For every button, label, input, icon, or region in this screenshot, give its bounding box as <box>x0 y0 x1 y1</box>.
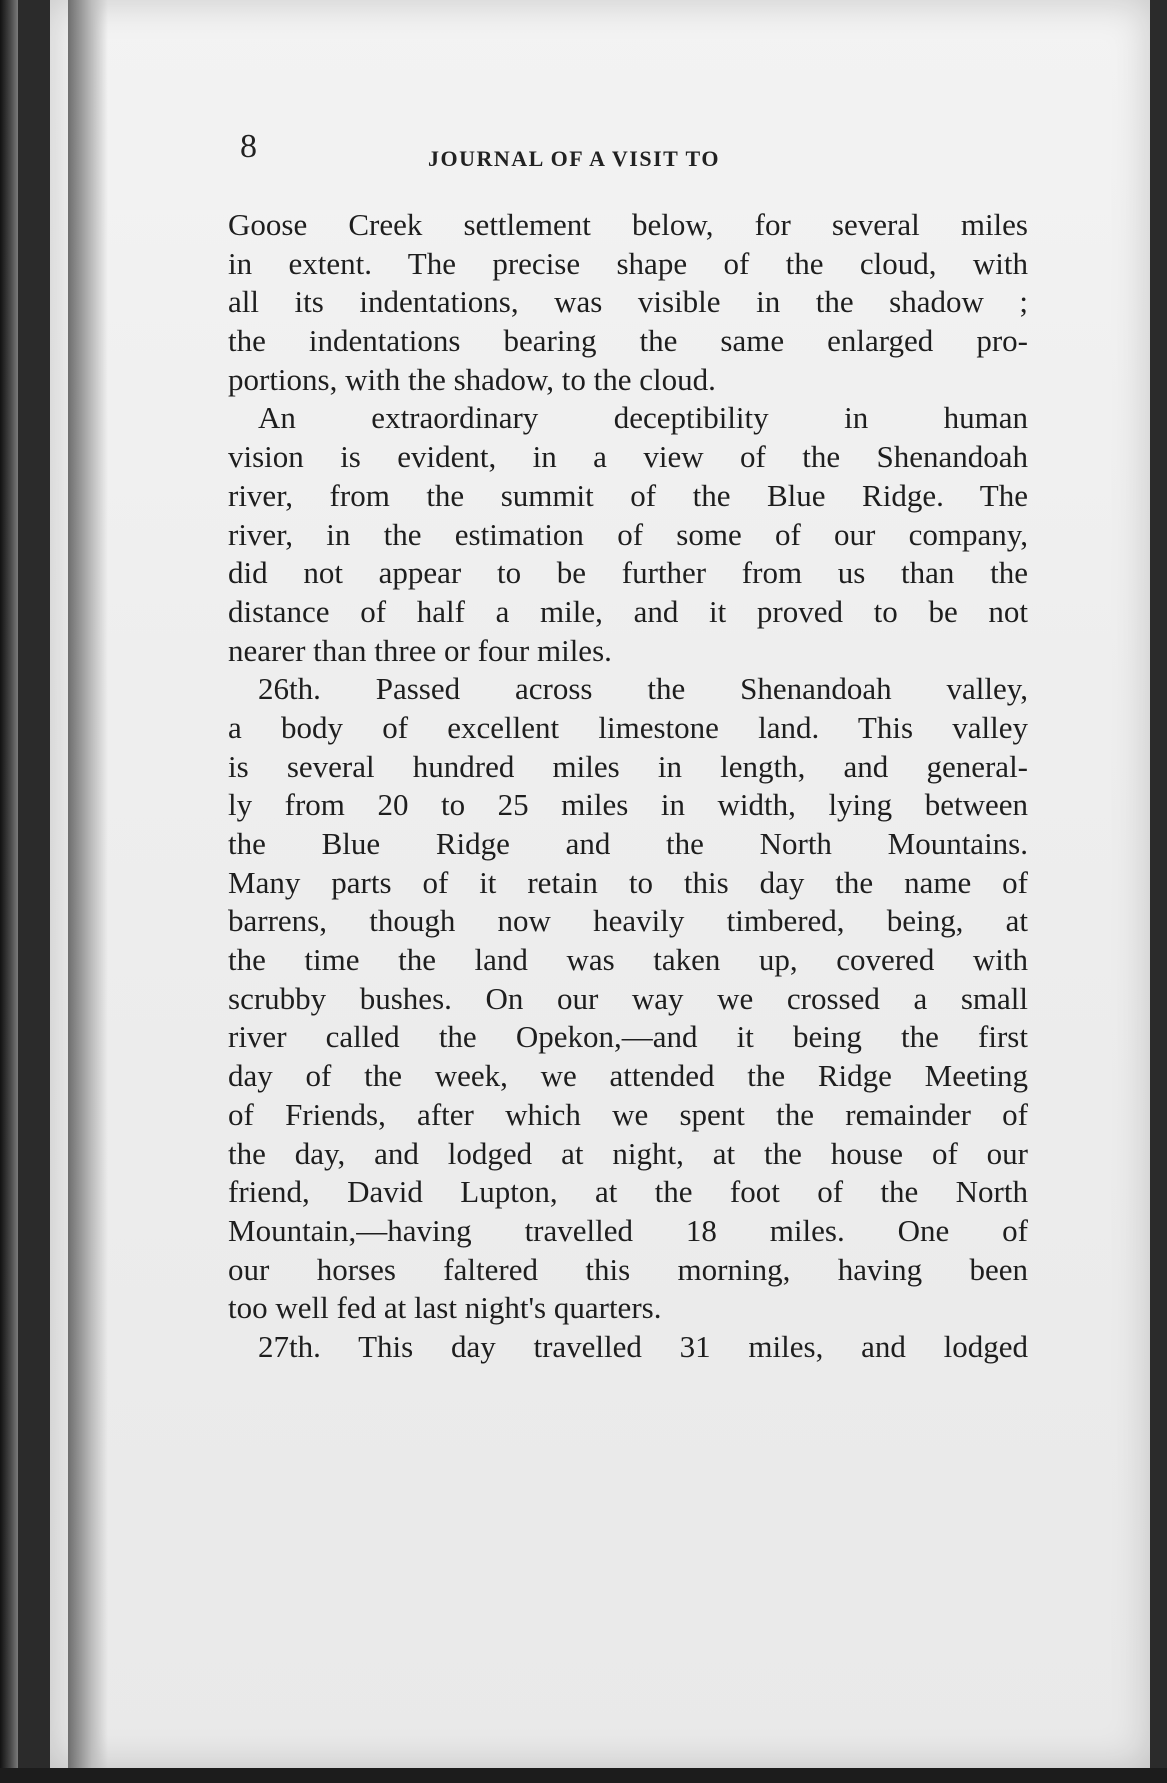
bottom-edge <box>0 1768 1167 1783</box>
running-head: JOURNAL OF A VISIT TO <box>428 146 720 171</box>
text-line: too well fed at last night's quarters. <box>228 1290 662 1326</box>
text-line: river, from the summit of the Blue Ridge. The <box>228 477 1028 513</box>
text-line: nearer than three or four miles. <box>228 632 612 668</box>
text-line: the time the land was taken up, covered with <box>228 942 1028 978</box>
text-line: An extraordinary deceptibility in human <box>258 400 1028 436</box>
page-header <box>240 128 840 178</box>
text-line: friend, David Lupton, at the foot of the North <box>228 1174 1028 1210</box>
text-line: distance of half a mile, and it proved to be not <box>228 593 1028 629</box>
text-line: all its indentations, was visible in the shadow ; <box>228 284 1028 320</box>
text-line: Many parts of it retain to this day the name of <box>228 864 1028 900</box>
text-line: in extent. The precise shape of the cloud, with <box>228 245 1028 281</box>
text-line: barrens, though now heavily timbered, being, at <box>228 903 1028 939</box>
text-line: the Blue Ridge and the North Mountains. <box>228 826 1028 861</box>
text-line: did not appear to be further from us than the <box>228 555 1028 591</box>
text-line: the indentations bearing the same enlarged pro- <box>228 323 1028 359</box>
text-line: portions, with the shadow, to the cloud. <box>228 361 716 397</box>
text-line: is several hundred miles in length, and general- <box>228 748 1028 784</box>
text-line: day of the week, we attended the Ridge Meeting <box>228 1058 1028 1094</box>
text-line: river, in the estimation of some of our company, <box>228 516 1028 552</box>
spine-shadow <box>68 0 108 1783</box>
text-line: Mountain,—having travelled 18 miles. One of <box>228 1212 1028 1248</box>
text-line: river called the Opekon,—and it being the first <box>228 1019 1028 1055</box>
text-line: ly from 20 to 25 miles in width, lying between <box>228 787 1028 823</box>
text-line: a body of excellent limestone land. This valley <box>228 709 1028 745</box>
text-line: our horses faltered this morning, having been <box>228 1251 1028 1287</box>
body-text <box>228 206 1028 1367</box>
text-line: Goose Creek settlement below, for several miles <box>228 207 1028 242</box>
book-page-edge <box>0 0 18 1783</box>
text-line: vision is evident, in a view of the Shenandoah <box>228 439 1028 475</box>
text-line: of Friends, after which we spent the remainder of <box>228 1096 1028 1132</box>
page-number: 8 <box>240 128 257 165</box>
text-line: 26th. Passed across the Shenandoah valley, <box>258 671 1028 707</box>
text-line: the day, and lodged at night, at the house of our <box>228 1135 1028 1171</box>
text-line: 27th. This day travelled 31 miles, and lodged <box>258 1328 1028 1364</box>
text-line: scrubby bushes. On our way we crossed a small <box>228 980 1028 1016</box>
